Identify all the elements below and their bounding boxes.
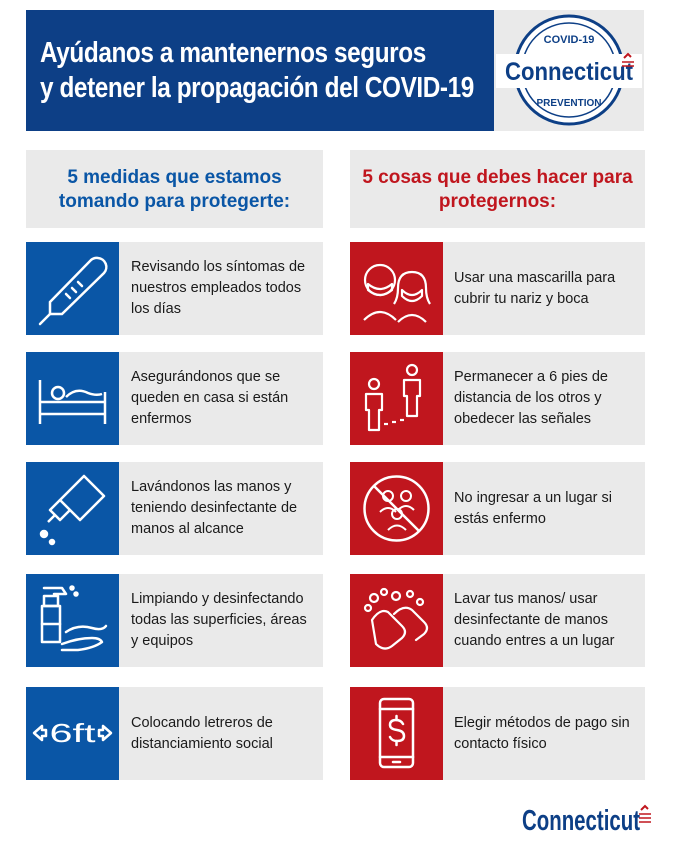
action-card-3 <box>350 462 645 555</box>
right-column-heading: 5 cosas que debes hacer para protegernos: <box>350 150 645 228</box>
measure-card-3 <box>26 462 323 555</box>
action-card-1 <box>350 242 645 335</box>
action-text-3: No ingresar a un lugar si estás enfermo <box>454 489 612 527</box>
action-text-4: Lavar tus manos/ usar desinfectante de manos cuando entres a un lugar <box>454 591 615 649</box>
footer-flag-icon <box>639 806 651 822</box>
seal-bottom-text: PREVENTION <box>536 98 602 109</box>
measure-text-2: Asegurándonos que se queden en casa si están enfermos <box>131 369 289 427</box>
sanitizer-icon <box>26 462 119 555</box>
action-text-1: Usar una mascarilla para cubrir tu nariz y boca <box>454 269 616 307</box>
measure-card-5 <box>26 687 323 780</box>
title-line-1: Ayúdanos a mantenernos seguros <box>40 37 426 69</box>
distance-people-icon <box>350 352 443 445</box>
action-text-5: Elegir métodos de pago sin contacto físico <box>454 714 630 752</box>
seal-panel <box>494 10 644 131</box>
measure-card-4 <box>26 574 323 667</box>
title-banner <box>26 10 494 131</box>
no-entry-group-icon <box>350 462 443 555</box>
action-card-5 <box>350 687 645 780</box>
title-line-2: y detener la propagación del COVID-19 <box>40 72 474 104</box>
face-mask-icon <box>350 242 443 335</box>
footer-brand: Connecticut <box>522 805 641 837</box>
measure-text-4: Limpiando y desinfectando todas las superficies, áreas y equipos <box>131 591 307 649</box>
handwash-icon <box>350 574 443 667</box>
measure-text-1: Revisando los síntomas de nuestros empleados todos los días <box>131 259 306 317</box>
action-card-2 <box>350 352 645 445</box>
measure-text-5: Colocando letreros de distanciamiento social <box>131 714 273 752</box>
measure-card-1 <box>26 242 323 335</box>
bed-icon <box>26 352 119 445</box>
covid-prevention-seal-icon <box>494 10 644 131</box>
seal-brand: Connecticut <box>505 58 634 86</box>
six-feet-label: 6ft <box>49 718 97 748</box>
footer-logo <box>520 798 656 840</box>
spray-cleaning-icon <box>26 574 119 667</box>
action-card-4 <box>350 574 645 667</box>
thermometer-icon <box>26 242 119 335</box>
measure-text-3: Lavándonos las manos y teniendo desinfectante de manos al alcance <box>131 479 298 537</box>
seal-top-text: COVID-19 <box>543 34 595 46</box>
left-column-heading: 5 medidas que estamos tomando para protegerte: <box>26 150 323 228</box>
measure-card-2 <box>26 352 323 445</box>
contactless-pay-icon <box>350 687 443 780</box>
six-feet-sign-icon <box>26 687 119 780</box>
action-text-2: Permanecer a 6 pies de distancia de los otros y obedecer las señales <box>454 369 608 427</box>
